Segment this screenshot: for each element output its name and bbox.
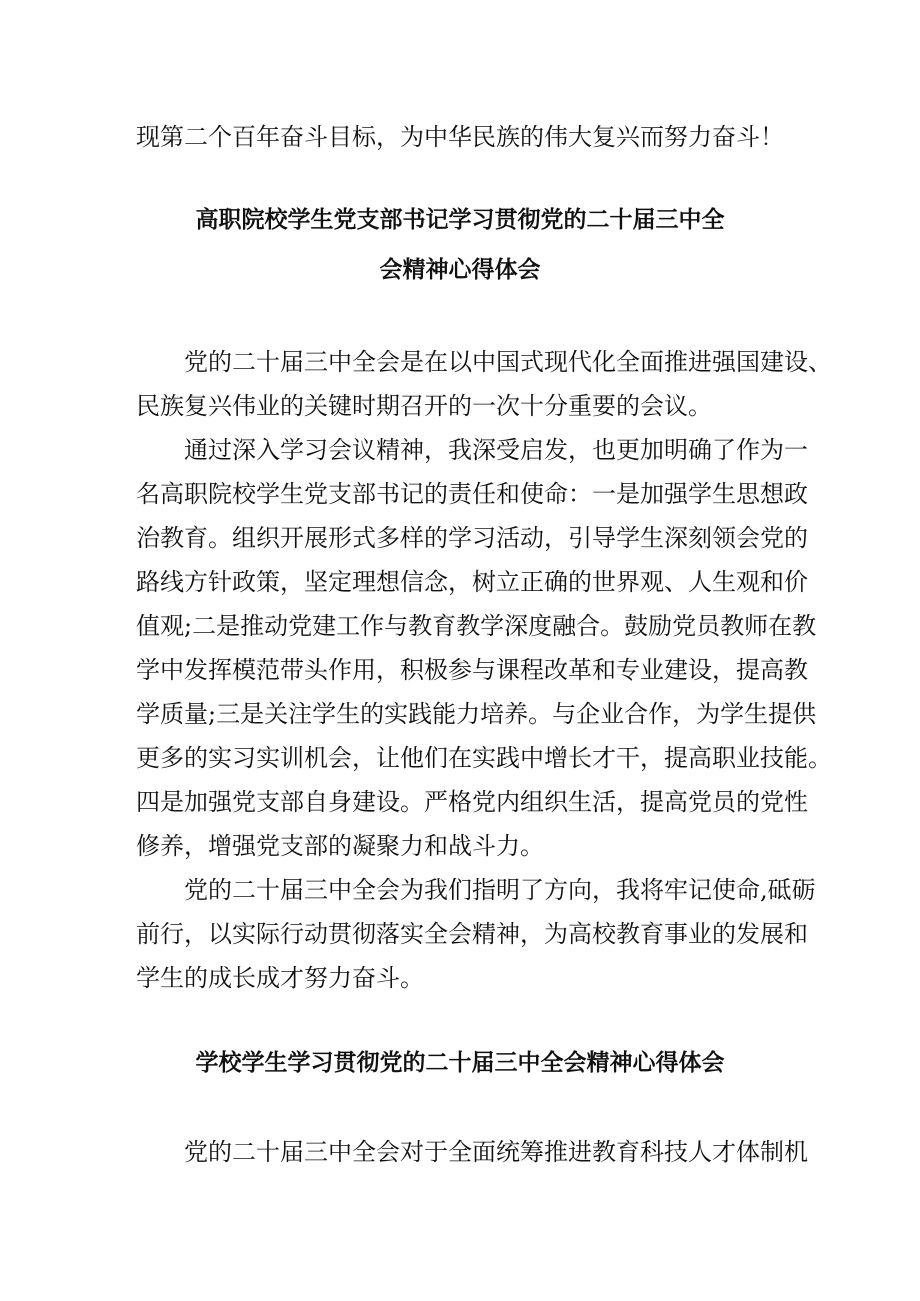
paragraph-line: 前行，以实际行动贯彻落实全会精神，为高校教育事业的发展和 [136, 920, 808, 948]
paragraph-line: 更多的实习实训机会，让他们在实践中增长才干，提高职业技能。 [136, 744, 832, 772]
paragraph-line: 学生的成长成才努力奋斗。 [136, 964, 424, 992]
paragraph-line: 值观;二是推动党建工作与教育教学深度融合。鼓励党员教师在教 [136, 612, 817, 640]
paragraph-line: 学质量;三是关注学生的实践能力培养。与企业合作，为学生提供 [136, 700, 817, 728]
paragraph-line: 路线方针政策，坚定理想信念，树立正确的世界观、人生观和价 [136, 568, 808, 596]
paragraph-line: 修养，增强党支部的凝聚力和战斗力。 [136, 832, 544, 860]
paragraph-line: 民族复兴伟业的关键时期召开的一次十分重要的会议。 [136, 392, 712, 420]
paragraph-line: 通过深入学习会议精神，我深受启发，也更加明确了作为一 [184, 436, 808, 464]
continuation-line: 现第二个百年奋斗目标，为中华民族的伟大复兴而努力奋斗！ [136, 123, 784, 151]
article-title-line-1: 高职院校学生党支部书记学习贯彻党的二十届三中全 [195, 207, 725, 233]
paragraph-line: 名高职院校学生党支部书记的责任和使命：一是加强学生思想政 [136, 480, 808, 508]
paragraph-line: 学中发挥模范带头作用，积极参与课程改革和专业建设，提高教 [136, 656, 808, 684]
article-title-line-2: 会精神心得体会 [379, 257, 541, 283]
article-title: 学校学生学习贯彻党的二十届三中全会精神心得体会 [195, 1050, 725, 1076]
paragraph-line: 治教育。组织开展形式多样的学习活动，引导学生深刻领会党的 [136, 524, 808, 552]
paragraph-line: 四是加强党支部自身建设。严格党内组织生活，提高党员的党性 [136, 788, 808, 816]
paragraph-line: 党的二十届三中全会对于全面统筹推进教育科技人才体制机 [184, 1138, 808, 1166]
paragraph-line: 党的二十届三中全会为我们指明了方向，我将牢记使命,砥砺 [184, 876, 816, 904]
paragraph-line: 党的二十届三中全会是在以中国式现代化全面推进强国建设、 [184, 348, 832, 376]
